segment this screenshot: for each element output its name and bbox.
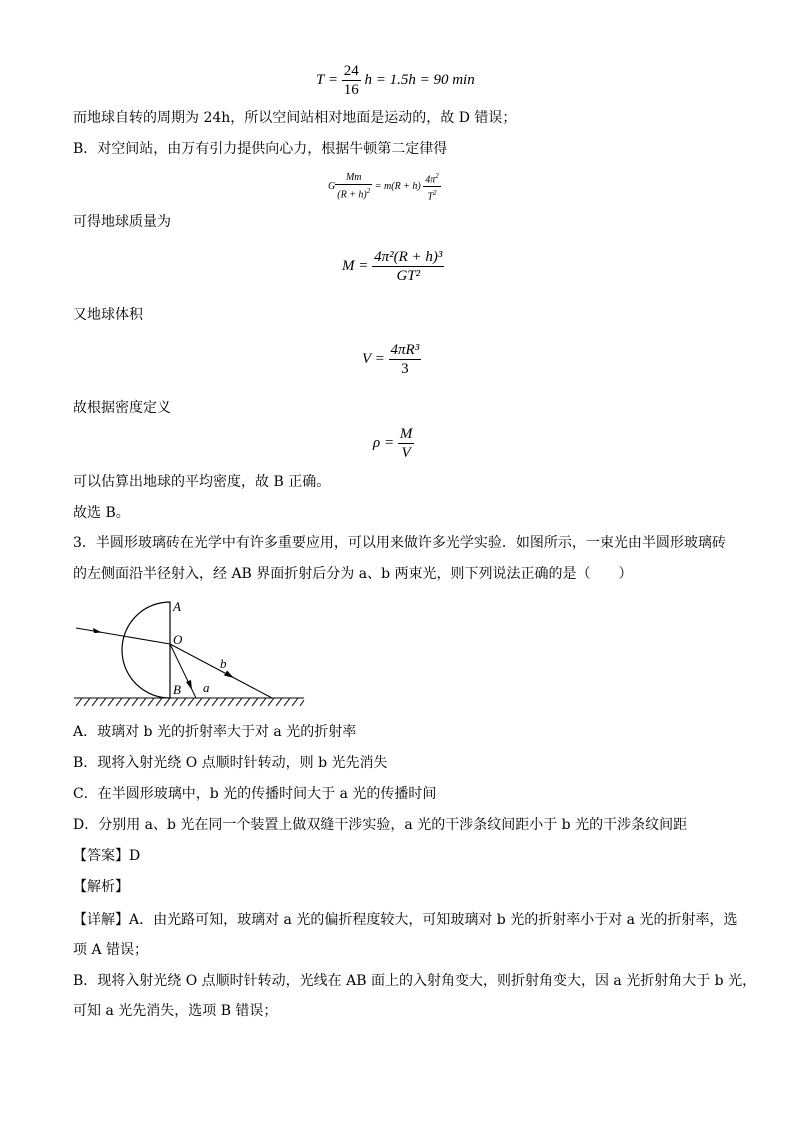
ray-a-arrow: [186, 680, 192, 690]
option-c: C．在半圆形玻璃中，b 光的传播时间大于 a 光的传播时间: [73, 786, 437, 802]
ray-b: [170, 644, 272, 698]
eq-volume-num: 4πR³: [390, 342, 420, 358]
eq-gravity-frac2: [423, 170, 441, 204]
eq-gravity-num2: $4\pi^2$: [425, 172, 439, 186]
eq-period-rhs: h = 1.5h = 90 min: [364, 71, 475, 88]
eq-period-num: 24: [343, 63, 359, 79]
ray-b-arrow: [224, 671, 234, 679]
eq-mass-num: 4π²(R + h)³: [374, 249, 443, 265]
text-choose: 故选 B。: [73, 505, 130, 521]
analysis-label: 【解析】: [73, 879, 129, 895]
label-O: O: [173, 632, 183, 647]
eq-period-den: 16: [343, 82, 359, 98]
equation-gravity: [328, 170, 441, 204]
eq-gravity-den: $(R + h)^2$: [337, 187, 371, 201]
ground-hatch: [74, 698, 304, 706]
equation-period: [316, 62, 475, 99]
eq-gravity-num: Mm: [335, 172, 372, 185]
eq-mass-lhs: M =: [342, 257, 369, 274]
text-option-b-intro: B．对空间站，由万有引力提供向心力，根据牛顿第二定律得: [73, 141, 448, 157]
answer-label: 【答案】: [73, 848, 129, 864]
text-mass-label: 可得地球质量为: [73, 214, 171, 230]
text-volume-label: 又地球体积: [73, 307, 143, 323]
equation-density: [373, 425, 414, 462]
eq-density-lhs: ρ =: [373, 434, 395, 451]
label-a: a: [203, 680, 210, 695]
text-rotation: 而地球自转的周期为 24h，所以空间站相对地面是运动的，故 D 错误；: [73, 110, 517, 126]
eq-gravity-den2: $T^2$: [427, 189, 437, 203]
eq-period-fraction: [342, 62, 361, 99]
answer-line: [73, 846, 140, 866]
eq-gravity-frac1: [335, 172, 372, 201]
semicircle-glass: [122, 602, 170, 698]
detail-line-2: 项 A 错误；: [73, 942, 149, 958]
eq-density-num: M: [399, 426, 413, 442]
eq-density-den: V: [401, 445, 411, 461]
optics-figure: [72, 594, 312, 712]
eq-mass-den: GT²: [396, 268, 421, 284]
question-line-1: 3．半圆形玻璃砖在光学中有许多重要应用，可以用来做许多光学实验．如图所示，一束光由半圆形玻璃砖: [73, 535, 726, 551]
incident-arrow: [93, 628, 102, 633]
label-B: B: [173, 682, 181, 697]
option-a: A．玻璃对 b 光的折射率大于对 a 光的折射率: [73, 724, 357, 740]
eq-period-lhs: T =: [316, 71, 338, 88]
label-A: A: [173, 599, 181, 614]
eq-gravity-g: G: [328, 181, 336, 193]
eq-volume-lhs: V =: [362, 350, 385, 367]
detail-line-3: B．现将入射光绕 O 点顺时针转动，光线在 AB 面上的入射角变大，则折射角变大，因 a 光折射角大于 b 光，: [73, 973, 757, 989]
text-density-label: 故根据密度定义: [73, 400, 171, 416]
question-line-2: 的左侧面沿半径射入，经 AB 界面折射后分为 a、b 两束光，则下列说法正确的是（ ）: [73, 566, 633, 582]
option-d: D．分别用 a、b 光在同一个装置上做双缝干涉实验，a 光的干涉条纹间距小于 b 光的干涉条纹间距: [73, 817, 688, 833]
option-b: B．现将入射光绕 O 点顺时针转动，则 b 光先消失: [73, 755, 388, 771]
detail-line-4: 可知 a 光先消失，选项 B 错误；: [73, 1003, 278, 1019]
equation-volume: [362, 341, 421, 378]
equation-mass: [342, 248, 444, 285]
text-estimate: 可以估算出地球的平均密度，故 B 正确。: [73, 474, 331, 490]
eq-volume-den: 3: [401, 361, 409, 377]
answer-value: D: [129, 848, 141, 864]
eq-mass-fraction: [372, 248, 444, 285]
eq-volume-fraction: [389, 341, 422, 378]
detail-line-1: 【详解】A．由光路可知，玻璃对 a 光的偏折程度较大，可知玻璃对 b 光的折射率小于对 a 光的折射率，选: [73, 912, 738, 928]
eq-density-fraction: [398, 425, 415, 462]
label-b: b: [220, 656, 227, 671]
eq-gravity-mid: = m(R + h): [374, 181, 421, 193]
